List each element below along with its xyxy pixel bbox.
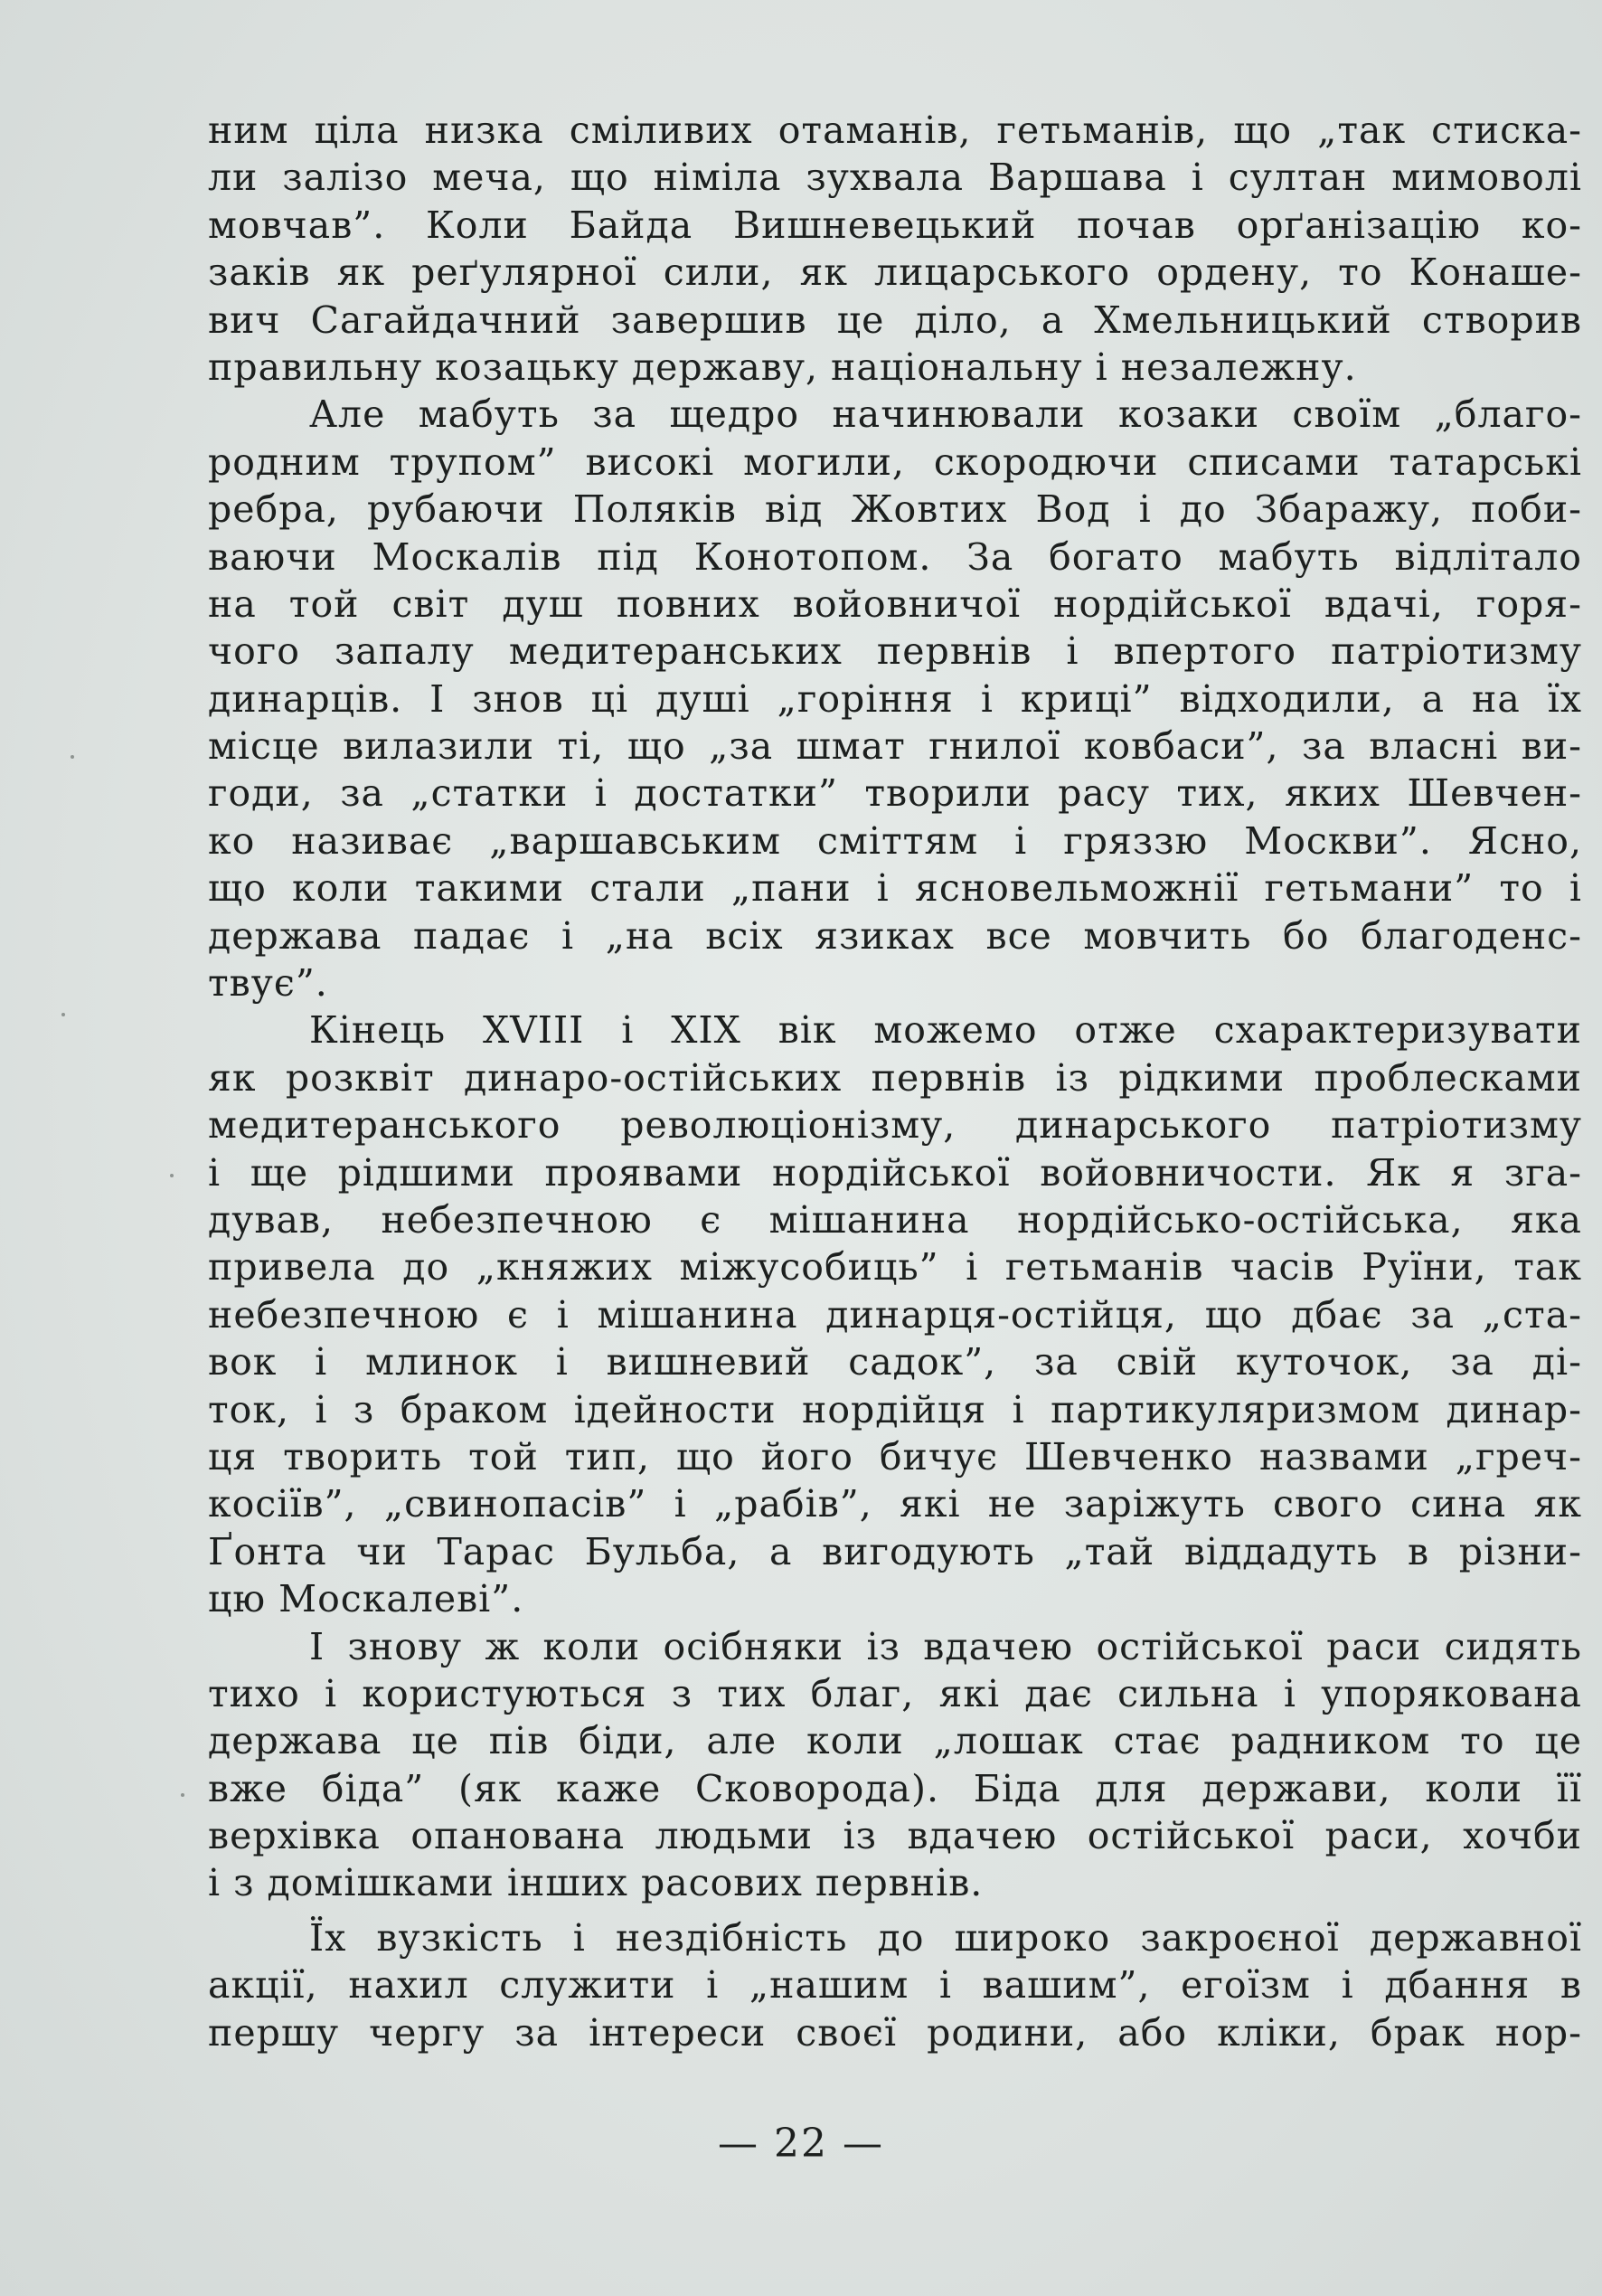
paper-speck bbox=[170, 1174, 174, 1177]
text-line: тихо і користуються з тих благ, які дає сильна і упорякована bbox=[208, 1671, 1582, 1715]
text-line: ваючи Москалів під Конотопом. За богато мабуть відлітало bbox=[208, 534, 1582, 579]
text-line: вже біда” (як каже Сковорода). Біда для держави, коли її bbox=[208, 1766, 1582, 1810]
text-line: місце вилазили ті, що „за шмат гнилої ковбаси”, за власні ви- bbox=[208, 724, 1582, 769]
text-line: ним ціла низка сміливих отаманів, гетьманів, що „так стиска- bbox=[208, 109, 1582, 152]
text-line: держава падає і „на всіх язиках все мовчить бо благоденс- bbox=[208, 913, 1582, 958]
paper-speck bbox=[71, 755, 74, 759]
text-line: косіїв”, „свинопасів” і „рабів”, які не заріжуть свого сина як bbox=[208, 1482, 1582, 1526]
text-line: мовчав”. Коли Байда Вишневецький почав орґанізацію ко- bbox=[208, 203, 1582, 247]
text-line: заків як реґулярної сили, як лицарського ордену, то Конаше- bbox=[208, 250, 1582, 295]
text-line: першу чергу за інтереси своєї родини, або кліки, брак нор- bbox=[208, 2010, 1582, 2055]
paper-speck bbox=[61, 1013, 65, 1016]
text-line: ли залізо меча, що німіла зухвала Варшава і султан мимоволі bbox=[208, 156, 1582, 200]
text-line: чого запалу медитеранських первнів і впертого патріотизму bbox=[208, 629, 1582, 674]
text-line: динарців. І знов ці душі „горіння і криці” відходили, а на їх bbox=[208, 676, 1582, 721]
text-line: акції, нахил служити і „нашим і вашим”, егоїзм і дбання в bbox=[208, 1963, 1582, 2008]
text-line: що коли такими стали „пани і ясновельможнії гетьмани” то і bbox=[208, 866, 1582, 911]
text-line: на той світ душ повних войовничої нордійської вдачі, горя- bbox=[208, 581, 1582, 626]
paper-speck bbox=[181, 1793, 184, 1797]
page-number: — 22 — bbox=[718, 2121, 884, 2167]
text-line: і ще рідшими проявами нордійської войовничости. Як я зга- bbox=[208, 1150, 1582, 1195]
text-line: і з домішками інших расових первнів. bbox=[208, 1861, 984, 1905]
text-line: вич Сагайдачний завершив це діло, а Хмельницький створив bbox=[208, 298, 1582, 342]
text-line: Кінець XVIII і XIX вік можемо отже схарактеризувати bbox=[309, 1008, 1582, 1053]
text-line: верхівка опанована людьми із вдачею остійської раси, хочби bbox=[208, 1814, 1582, 1858]
text-line: медитеранського революціонізму, динарського патріотизму bbox=[208, 1103, 1582, 1148]
text-line: ко називає „варшавським сміттям і гряззю Москви”. Ясно, bbox=[208, 818, 1582, 863]
text-line: І знову ж коли осібняки із вдачею остійської раси сидять bbox=[309, 1624, 1582, 1668]
text-line: правильну козацьку державу, національну і незалежну. bbox=[208, 345, 1357, 389]
text-line: Але мабуть за щедро начинювали козаки своїм „благо- bbox=[309, 392, 1582, 437]
text-line: дував, небезпечною є мішанина нордійсько-остійська, яка bbox=[208, 1197, 1582, 1242]
text-line: родним трупом” високі могили, скородючи списами татарські bbox=[208, 439, 1582, 484]
body-text bbox=[208, 107, 1582, 2056]
text-line: Ґонта чи Тарас Бульба, а вигодують „тай віддадуть в різни- bbox=[208, 1529, 1582, 1573]
text-line: вок і млинок і вишневий садок”, за свій куточок, за ді- bbox=[208, 1340, 1582, 1384]
text-line: небезпечною є і мішанина динарця-остійця, що дбає за „ста- bbox=[208, 1292, 1582, 1337]
text-line: цю Москалеві”. bbox=[208, 1577, 524, 1621]
text-line: ребра, рубаючи Поляків від Жовтих Вод і до Збаражу, поби- bbox=[208, 487, 1582, 532]
text-line: годи, за „статки і достатки” творили расу тих, яких Шевчен- bbox=[208, 771, 1582, 816]
text-line: Їх вузкість і нездібність до широко закроєної державної bbox=[309, 1915, 1582, 1960]
text-line: привела до „княжих міжусобиць” і гетьманів часів Руїни, так bbox=[208, 1245, 1582, 1290]
text-line: як розквіт динаро-остійських первнів із рідкими проблесками bbox=[208, 1055, 1582, 1100]
text-line: ця творить той тип, що його бичує Шевченко назвами „греч- bbox=[208, 1434, 1582, 1479]
text-line: ток, і з браком ідейности нордійця і партикуляризмом динар- bbox=[208, 1387, 1582, 1431]
text-line: держава це пів біди, але коли „лошак стає радником то це bbox=[208, 1719, 1582, 1763]
text-line: твує”. bbox=[208, 961, 328, 1006]
